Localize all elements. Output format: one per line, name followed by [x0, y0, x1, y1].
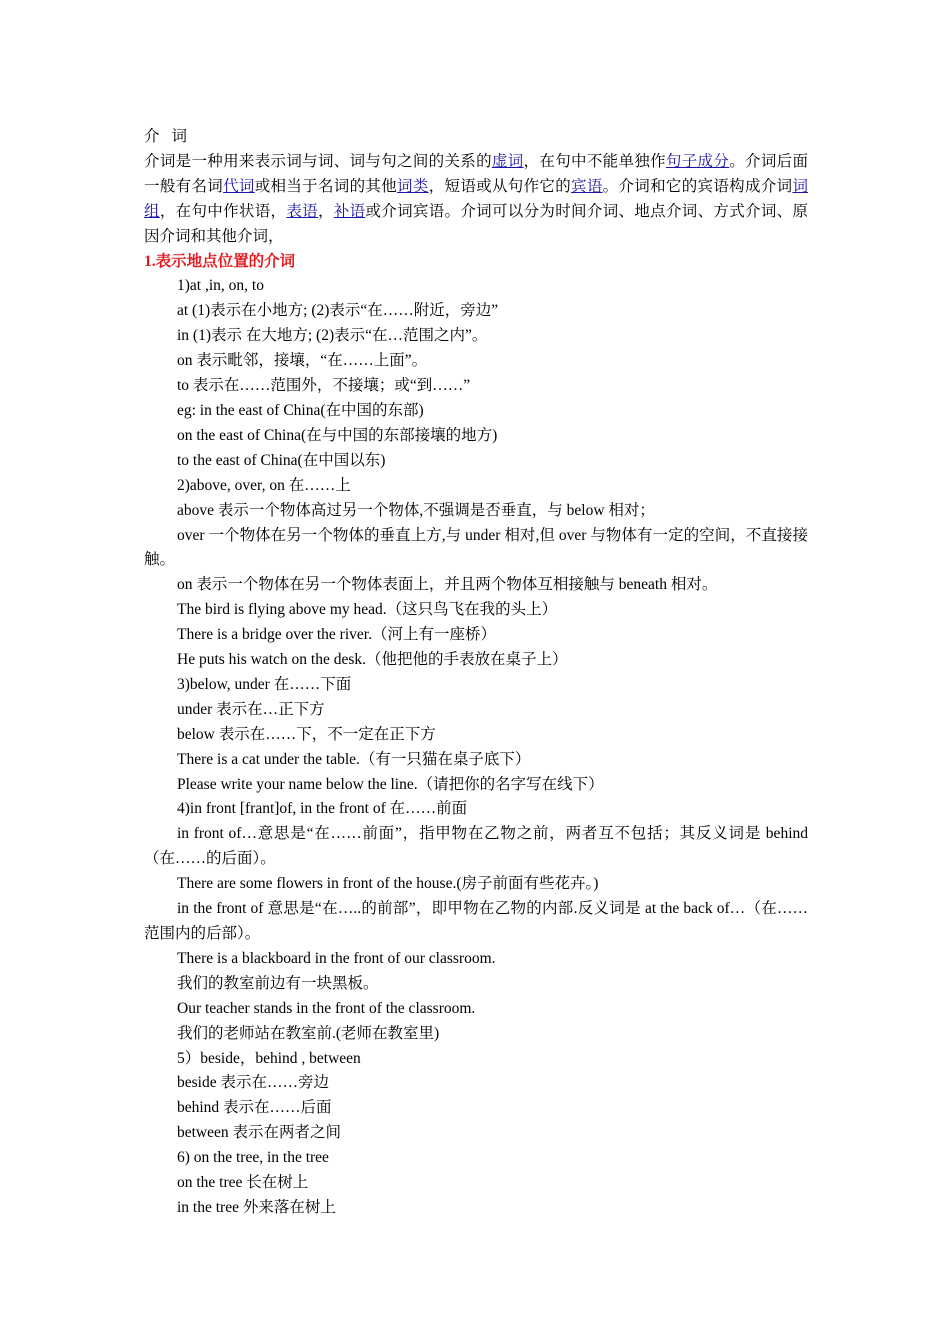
text-line: Our teacher stands in the front of the classroom.	[177, 999, 476, 1017]
intro-text-6: 。介词和它的宾语构成介词	[602, 177, 793, 195]
text-line: under 表示在…正下方	[177, 700, 325, 718]
text-line: 5）beside，behind , between	[177, 1049, 361, 1067]
text-line: below 表示在……下，不一定在正下方	[177, 725, 436, 743]
intro-text-9: 或介词宾语。介词可以分为时间介词、地点介词、方式介词、原因介词和其他介词，	[144, 202, 808, 245]
text-paragraph: over 一个物体在另一个物体的垂直上方,与 under 相对,但 over 与物体有一定的空间，不直接接触。	[144, 526, 808, 569]
text-paragraph: in front of…意思是“在……前面”，指甲物在乙物之前，两者互不包括；其反义词是 behind（在……的后面）。	[144, 825, 808, 868]
text-line: to the east of China(在中国以东)	[177, 451, 386, 469]
text-line: above 表示一个物体高过另一个物体,不强调是否垂直，与 below 相对；	[177, 501, 655, 519]
link-function-word[interactable]: 虚词	[491, 152, 524, 170]
intro-text-2: ，在句中不能单独作	[523, 152, 666, 170]
text-line: to 表示在……范围外，不接壤；或“到……”	[177, 377, 471, 395]
document-title-text: 介词	[144, 128, 200, 145]
text-line: eg: in the east of China(在中国的东部)	[177, 401, 424, 419]
intro-text-5: ，短语或从句作它的	[428, 177, 572, 195]
text-line: 4)in front [frant]of, in the front of 在……前面	[177, 800, 468, 818]
text-line: on 表示毗邻，接壤，“在……上面”。	[177, 352, 428, 370]
link-phrase[interactable]: 词组	[144, 177, 808, 220]
document-title	[144, 125, 808, 150]
text-line: on 表示一个物体在另一个物体表面上，并且两个物体互相接触与 beneath 相对。	[177, 576, 718, 594]
text-line: in the tree 外来落在树上	[177, 1198, 336, 1216]
text-line: 2)above, over, on 在……上	[177, 476, 351, 494]
text-line: There is a blackboard in the front of our classroom.	[177, 949, 496, 967]
text-line: 3)below, under 在……下面	[177, 675, 352, 693]
text-line: Please write your name below the line.（请把你的名字写在线下）	[177, 775, 604, 793]
text-line: 我们的教室前边有一块黑板。	[177, 974, 379, 992]
text-line: The bird is flying above my head.（这只鸟飞在我的头上）	[177, 601, 558, 619]
text-line: 1)at ,in, on, to	[177, 277, 264, 295]
text-line: at (1)表示在小地方; (2)表示“在……附近，旁边”	[177, 302, 499, 320]
link-object[interactable]: 宾语	[571, 177, 603, 195]
document-page	[144, 125, 808, 1221]
text-line: on the tree 长在树上	[177, 1174, 309, 1192]
text-line: 我们的老师站在教室前.(老师在教室里)	[177, 1024, 440, 1042]
intro-text-8: ，	[318, 202, 334, 220]
text-line: There are some flowers in front of the house.(房子前面有些花卉。)	[177, 875, 599, 893]
intro-text-7: ，在句中作状语，	[159, 202, 287, 220]
text-line: between 表示在两者之间	[177, 1124, 342, 1142]
link-word-class[interactable]: 词类	[397, 177, 429, 195]
text-line: in (1)表示 在大地方; (2)表示“在…范围之内”。	[177, 327, 488, 345]
link-complement[interactable]: 补语	[333, 202, 366, 220]
intro-text-1: 介词是一种用来表示词与词、词与句之间的关系的	[144, 152, 492, 170]
text-line: on the east of China(在与中国的东部接壤的地方)	[177, 426, 498, 444]
section-heading: 1.表示地点位置的介词	[144, 252, 296, 270]
text-line: beside 表示在……旁边	[177, 1074, 329, 1092]
intro-text-3: 。介词后面一般有名词	[144, 152, 808, 195]
text-line: 6) on the tree, in the tree	[177, 1149, 329, 1167]
link-pronoun[interactable]: 代词	[223, 177, 255, 195]
text-line: There is a bridge over the river.（河上有一座桥）	[177, 626, 496, 644]
intro-text-4: 或相当于名词的其他	[254, 177, 398, 195]
text-paragraph: in the front of 意思是“在…..的前部”，即甲物在乙物的内部.反义词是 at the back of…（在……范围内的后部）。	[144, 900, 808, 942]
link-predicative[interactable]: 表语	[286, 202, 318, 220]
intro-paragraph	[144, 150, 808, 250]
text-line: behind 表示在……后面	[177, 1099, 332, 1117]
link-sentence-element[interactable]: 句子成分	[665, 152, 730, 170]
text-line: There is a cat under the table.（有一只猫在桌子底下）	[177, 750, 531, 768]
text-line: He puts his watch on the desk.（他把他的手表放在桌子上）	[177, 651, 568, 669]
